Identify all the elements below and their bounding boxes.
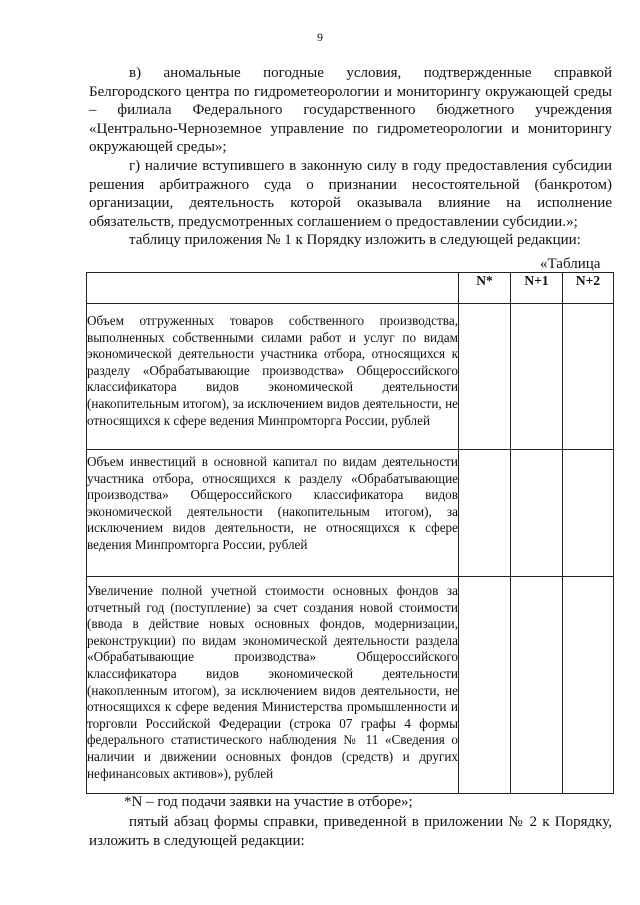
indicator-cell: Объем отгруженных товаров собственного производства, выполненных собственными силами работ и услуг по видам экономической деятельности участника отбора, относящихся к разделу «Обрабатывающие производства» Общероссийского классификатора видов экономической деятельности (накопительным итогом), за исключением видов деятельности, не относящихся к сфере ведения Минпромторга России, рублей [87, 304, 459, 450]
page-number: 9 [317, 30, 323, 44]
intro-text-block [89, 64, 612, 250]
value-cell [511, 304, 563, 450]
indicators-table [86, 272, 614, 794]
value-cell [563, 450, 614, 577]
value-cell [459, 304, 511, 450]
value-cell [459, 577, 511, 794]
table-row [87, 450, 614, 577]
paragraph-table-intro: таблицу приложения № 1 к Порядку изложить в следующей редакции: [129, 232, 581, 249]
paragraph-closing: пятый абзац формы справки, приведенной в приложении № 2 к Порядку, изложить в следующей редакции: [89, 814, 612, 849]
indicator-cell: Объем инвестиций в основной капитал по видам деятельности участника отбора, относящихся к разделу «Обрабатывающие производства» Общероссийского классификатора видов экономической деятельности (накопительным итогом), за исключением видов деятельности, не относящихся к сфере ведения Минпромторга России, рублей [87, 450, 459, 577]
value-cell [511, 450, 563, 577]
header-n-plus-2: N+2 [563, 273, 614, 304]
table-caption: «Таблица [540, 256, 601, 272]
table-header-row [87, 273, 614, 304]
value-cell [459, 450, 511, 577]
header-n-plus-1: N+1 [511, 273, 563, 304]
paragraph-g: г) наличие вступившего в законную силу в году предоставления субсидии решения арбитражного суда о признании несостоятельной (банкротом) организации, деятельность которой оказывала влияние на исполнение обязательств, предусмотренных соглашением о предоставлении субсидии.»; [89, 157, 612, 230]
value-cell [511, 577, 563, 794]
table-row [87, 304, 614, 450]
value-cell [563, 577, 614, 794]
table-row [87, 577, 614, 794]
indicator-cell: Увеличение полной учетной стоимости основных фондов за отчетный год (поступление) за счет создания новой стоимости (ввода в действие новых основных фондов, модернизации, реконструкции) по видам экономической деятельности раздела «Обрабатывающие производства» Общероссийского классификатора видов экономической деятельности (накопленным итогом), за исключением видов деятельности, не относящихся к сфере ведения Министерства промышленности и торговли Российской Федерации (строка 07 графы 4 формы федерального статистического наблюдения № 11 «Сведения о наличии и движении основных фондов (средств) и других нефинансовых активов»), рублей [87, 577, 459, 794]
closing-text-block [89, 813, 612, 850]
header-indicator [87, 273, 459, 304]
table-footnote: *N – год подачи заявки на участие в отборе»; [124, 794, 413, 810]
paragraph-v: в) аномальные погодные условия, подтвержденные справкой Белгородского центра по гидрометеорологии и мониторингу окружающей среды – филиала Федерального государственного бюджетного учреждения «Центрально-Черноземное управление по гидрометеорологии и мониторингу окружающей среды»; [89, 65, 612, 156]
value-cell [563, 304, 614, 450]
header-n: N* [459, 273, 511, 304]
